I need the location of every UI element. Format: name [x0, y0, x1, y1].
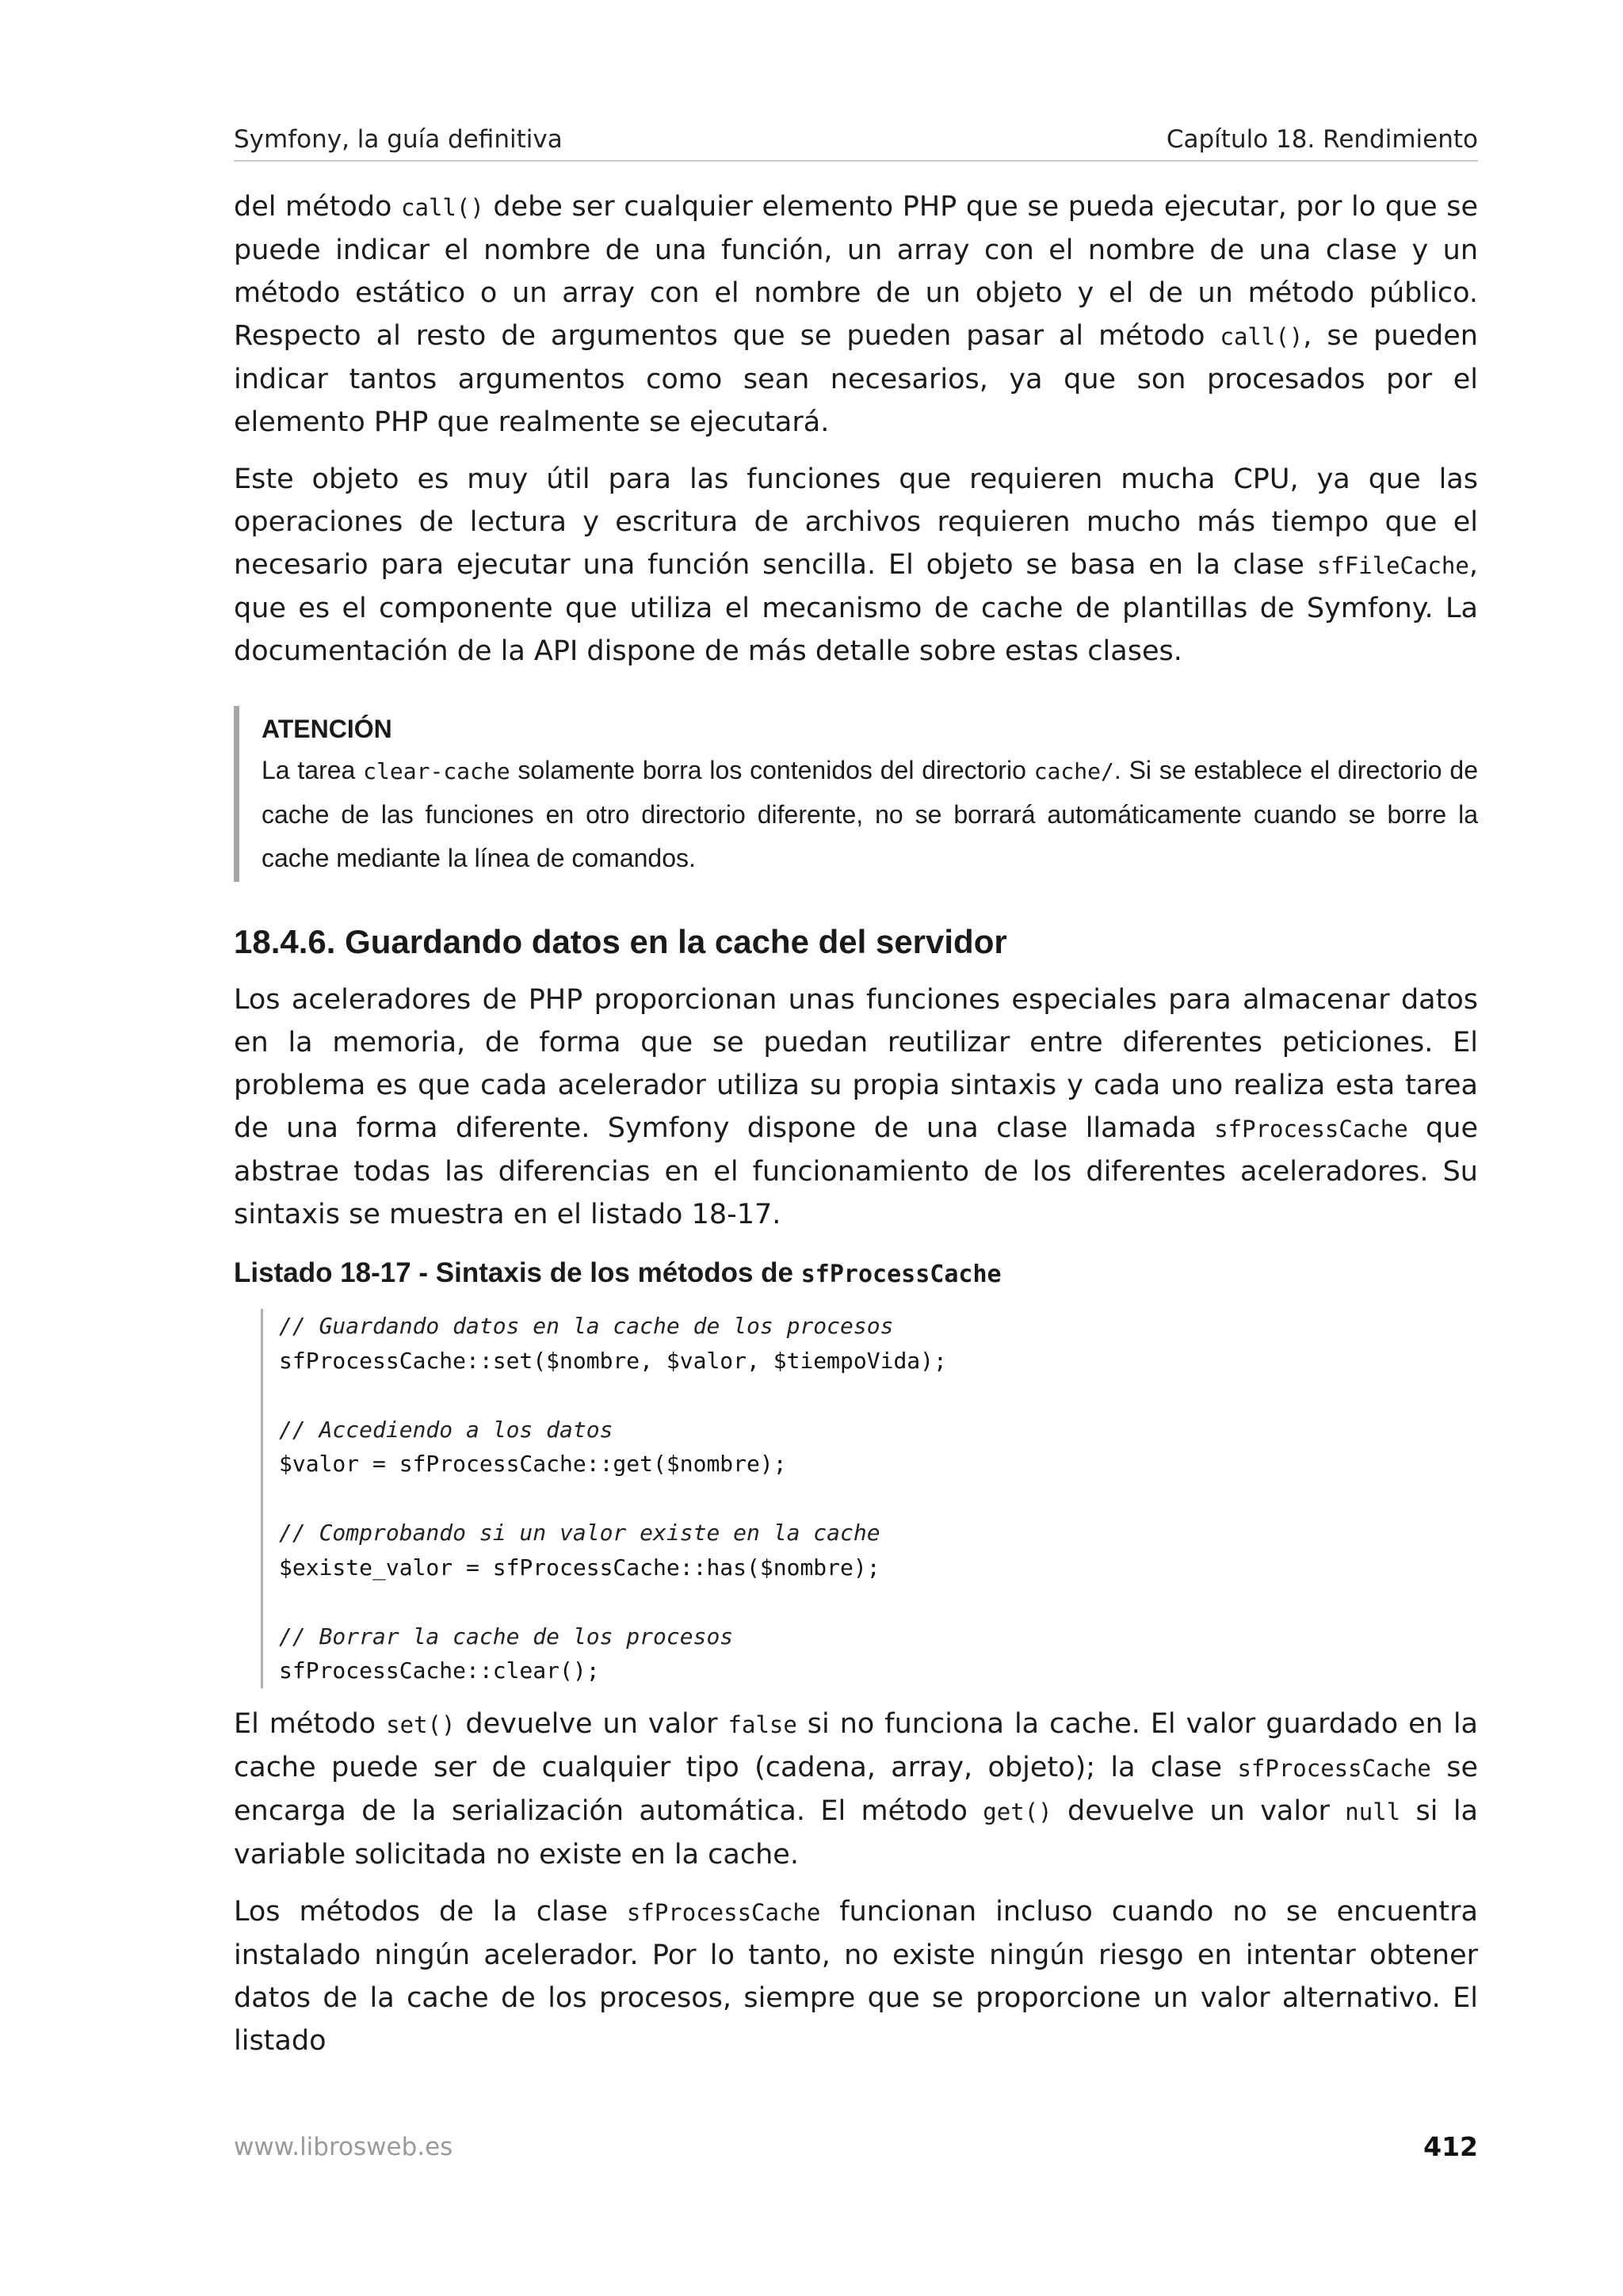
inline-code: set(): [386, 1711, 456, 1738]
code-comment-line: // Comprobando si un valor existe en la cache: [279, 1520, 880, 1546]
paragraph-set-method: El método set() devuelve un valor false si no funciona la cache. El valor guardado en la cache puede ser de cualquier tipo (cadena, array, objeto); la clase sfProcessCache se encarga de la serialización automática. El método get() devuelve un valor null si la variable solicitada no existe en la cache.: [234, 1707, 1478, 1871]
inline-code: call(): [401, 194, 484, 221]
paragraph-cpu-usage: Este objeto es muy útil para las funciones que requieren mucha CPU, ya que las operaciones de lectura y escritura de archivos requieren mucho más tiempo que el necesario para ejecutar una función sencilla. El objeto se basa en la clase sfFileCache, que es el componente que utiliza el mecanismo de cache de plantillas de Symfony. La documentación de la API dispone de más detalle sobre estas clases.: [234, 463, 1478, 667]
code-comment-line: // Guardando datos en la cache de los procesos: [279, 1313, 894, 1339]
inline-code: false: [727, 1711, 797, 1738]
code-line: $valor = sfProcessCache::get($nombre);: [279, 1451, 787, 1477]
inline-code: sfProcessCache: [1214, 1116, 1408, 1142]
paragraph-fallback: Los métodos de la clase sfProcessCache funcionan incluso cuando no se encuentra instalado ningún acelerador. Por lo tanto, no existe ningún riesgo en intentar obtener datos de la cache de los procesos, siempre que se proporcione un valor alternativo. El listado: [234, 1895, 1478, 2057]
section-heading: 18.4.6. Guardando datos en la cache del servidor: [234, 923, 1007, 960]
code-line: sfProcessCache::set($nombre, $valor, $tiempoVida);: [279, 1347, 947, 1374]
running-header: [234, 119, 1478, 162]
inline-code: sfProcessCache: [626, 1898, 821, 1926]
paragraph-call-arguments: del método call() debe ser cualquier elemento PHP que se pueda ejecutar, por lo que se puede indicar el nombre de una función, un array con el nombre de una clase y un método estático o un array con el nombre de un objeto y el de un método público. Respecto al resto de argumentos que se pueden pasar al método call(), se pueden indicar tantos argumentos como sean necesarios, ya que son procesados por el elemento PHP que realmente se ejecutará.: [234, 191, 1479, 438]
note-title: ATENCIÓN: [262, 715, 392, 743]
code-blank-line: [279, 1585, 1478, 1619]
website-link[interactable]: www.librosweb.es: [234, 2132, 453, 2161]
inline-code: get(): [983, 1798, 1052, 1825]
book-title: Symfony, la guía definitiva: [234, 125, 563, 154]
inline-code: clear-cache: [363, 758, 510, 784]
chapter-title: Capítulo 18. Rendimiento: [1166, 125, 1478, 154]
code-line: sfProcessCache::clear();: [279, 1657, 600, 1684]
paragraph-accelerators: Los aceleradores de PHP proporcionan unas funciones especiales para almacenar datos en la memoria, de forma que se puedan reutilizar entre diferentes peticiones. El problema es que cada acelerador utiliza su propia sintaxis y cada uno realiza esta tarea de una forma diferente. Symfony dispone de una clase llamada sfProcessCache que abstrae todas las diferencias en el funcionamiento de los diferentes aceleradores. Su sintaxis se muestra en el listado 18-17.: [234, 984, 1478, 1230]
code-comment-line: // Borrar la cache de los procesos: [279, 1623, 734, 1650]
inline-code: cache/: [1033, 758, 1114, 784]
note-text: La tarea clear-cache solamente borra los contenidos del directorio cache/. Si se establece el directorio de cache de las funciones en otro directorio diferente, no se borrará automáticamente cuando se borre la cache mediante la línea de comandos.: [262, 756, 1479, 872]
inline-code: null: [1345, 1798, 1401, 1825]
inline-code: sfFileCache: [1316, 552, 1469, 579]
warning-note: [234, 706, 1478, 882]
inline-code: sfProcessCache: [1237, 1754, 1431, 1782]
inline-code: call(): [1220, 323, 1304, 350]
page-footer: [234, 2131, 1478, 2162]
page-content: [234, 119, 1478, 2062]
code-line: $existe_valor = sfProcessCache::has($nombre);: [279, 1554, 880, 1581]
page-number: 412: [1423, 2131, 1478, 2162]
code-blank-line: [279, 1378, 1478, 1413]
inline-code: sfProcessCache: [800, 1261, 1002, 1288]
code-listing: [261, 1309, 1478, 1688]
listing-caption: Listado 18-17 - Sintaxis de los métodos de sfProcessCache: [234, 1257, 1002, 1288]
code-comment-line: // Accediendo a los datos: [279, 1416, 613, 1443]
code-blank-line: [279, 1482, 1478, 1516]
